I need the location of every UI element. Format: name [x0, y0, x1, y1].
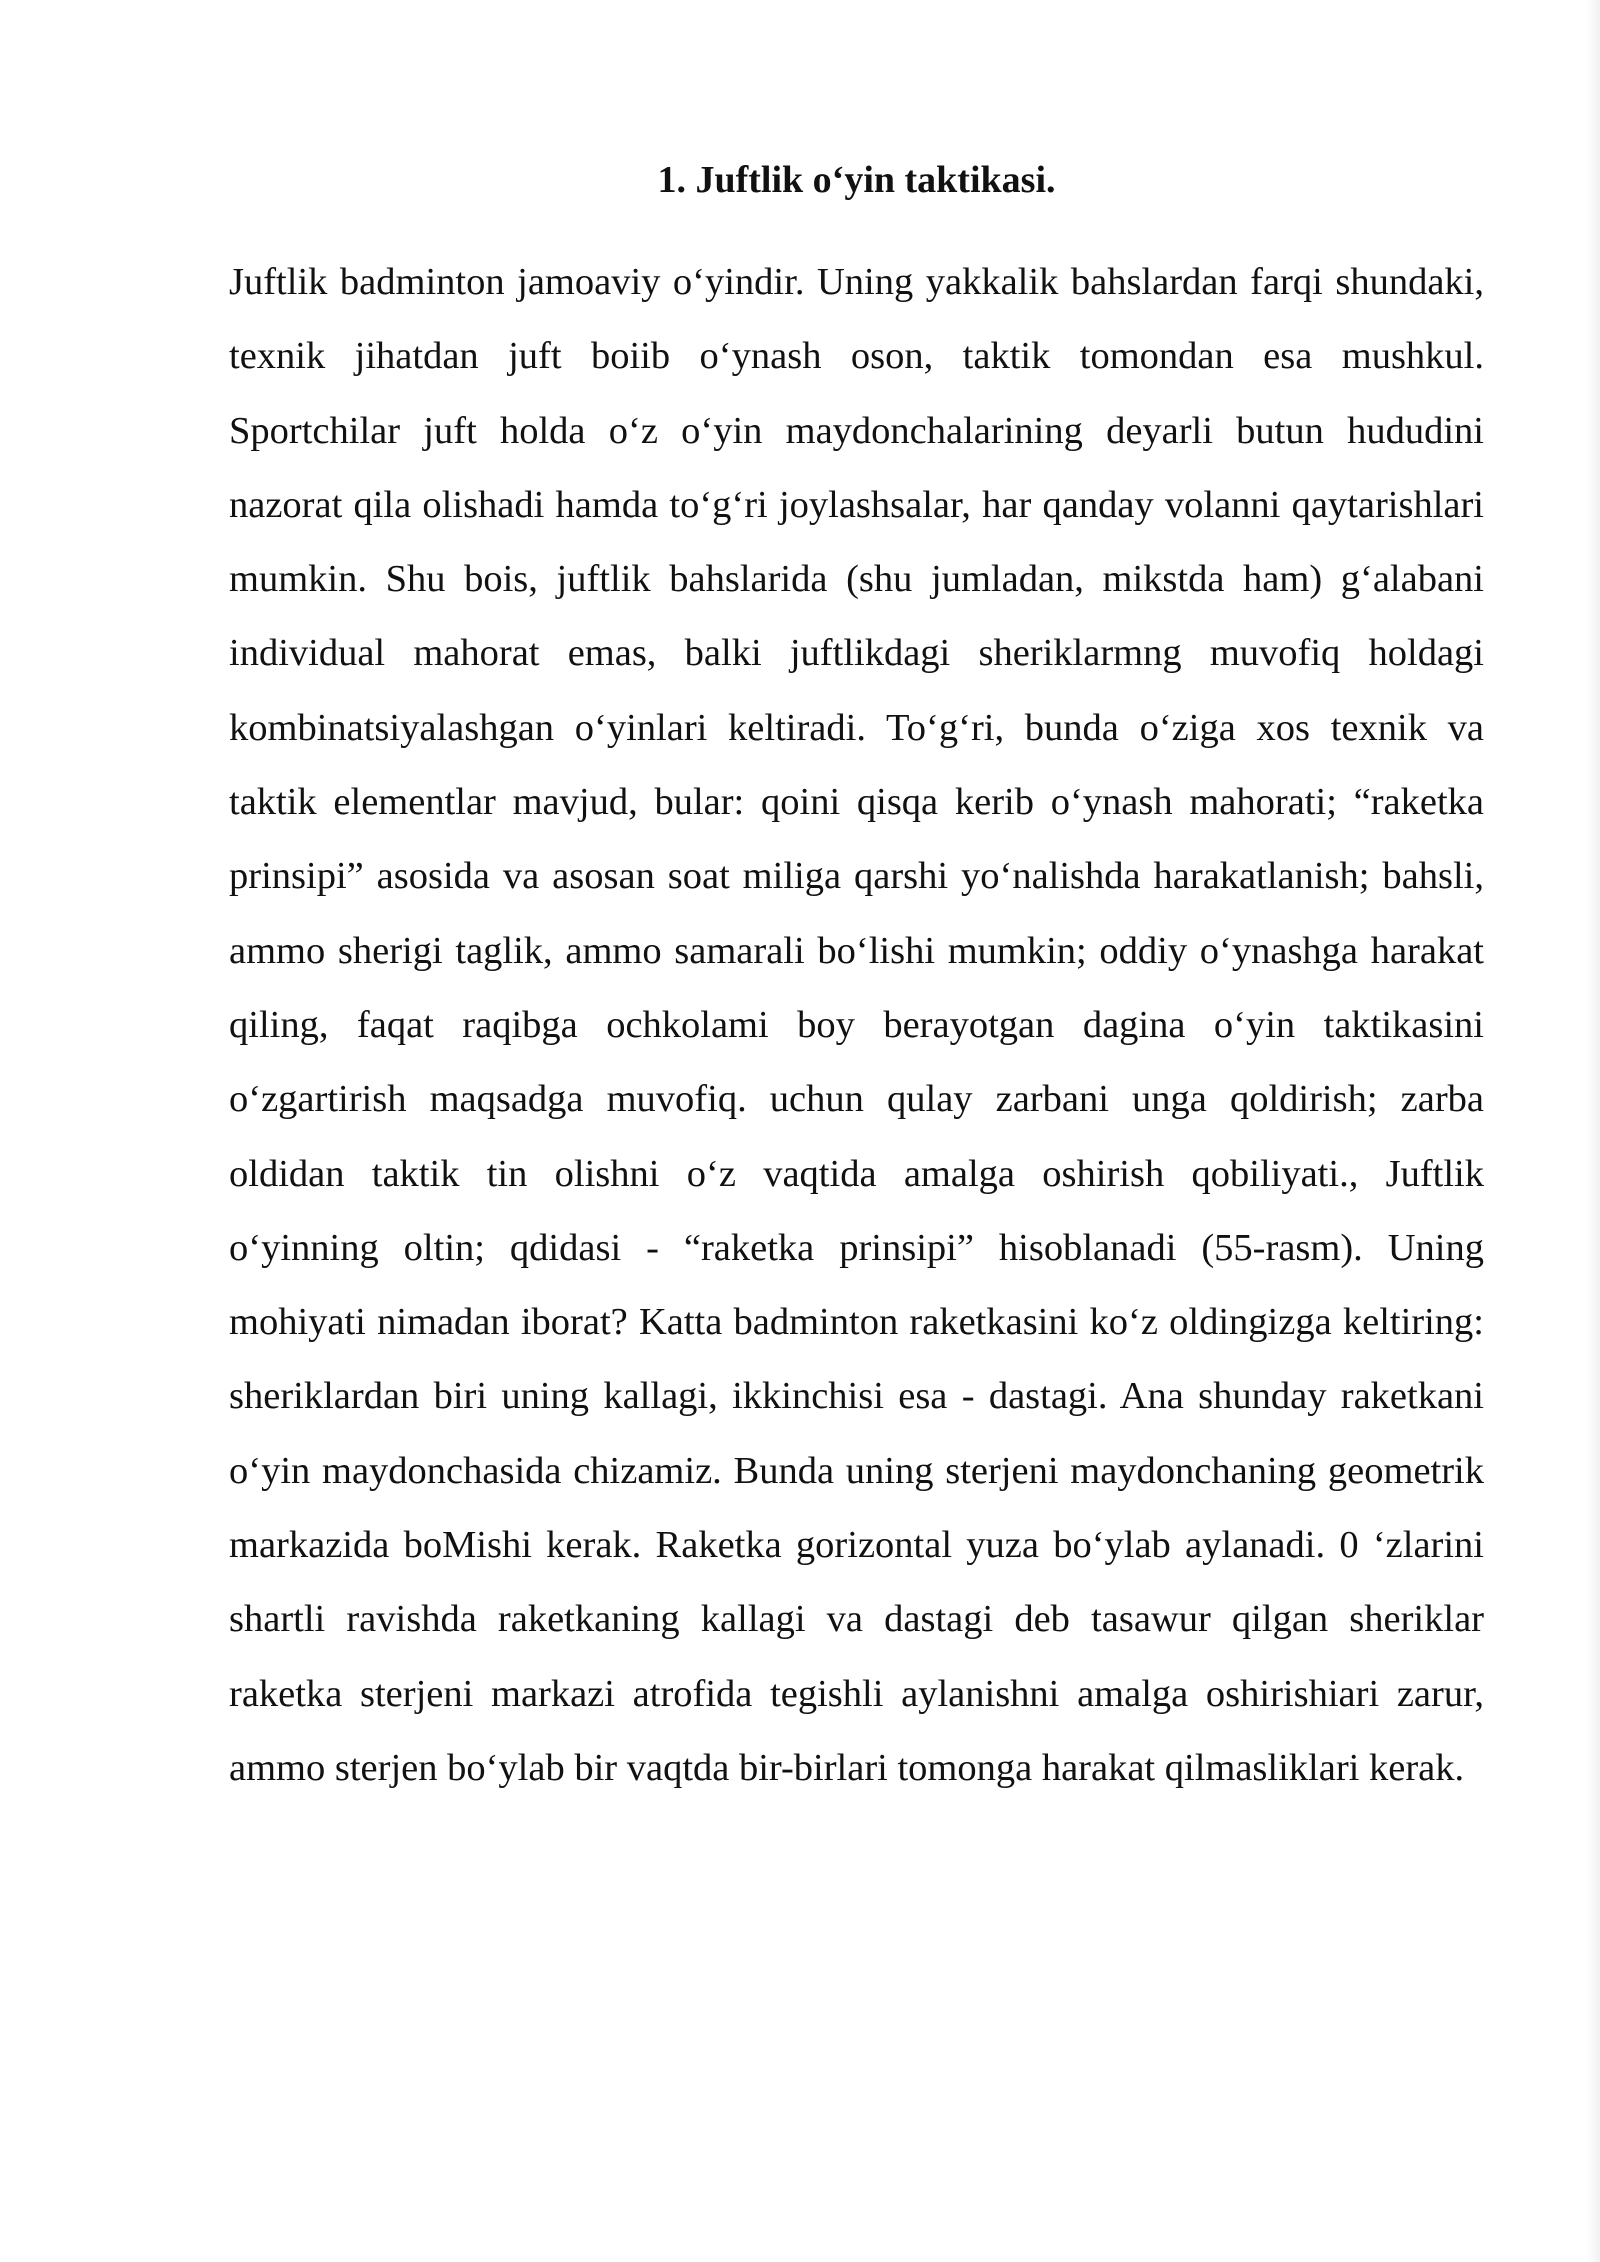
section-heading: 1. Juftlik o‘yin taktikasi. — [657, 159, 1056, 201]
page-edge-shadow — [1586, 0, 1600, 2262]
body-paragraph: Juftlik badminton jamoaviy o‘yindir. Uning yakkalik bahslardan farqi shundaki, texnik jihatdan juft boiib o‘ynash oson, taktik tomondan esa mushkul. Sportchilar juft holda o‘z o‘yin maydonchalarining deyarli butun hududini nazorat qila olishadi hamda to‘g‘ri joylashsalar, har qanday volanni qaytarishlari mumkin. Shu bois, juftlik bahslarida (shu jumladan, mikstda ham) g‘alabani individual mahorat emas, balki juftlikdagi sheriklarmng muvofiq holdagi kombinatsiyalashgan o‘yinlari keltiradi. To‘g‘ri, bunda o‘ziga xos texnik va taktik elementlar mavjud, bular: qoini qisqa kerib o‘ynash mahorati; “raketka prinsipi” asosida va asosan soat miliga qarshi yo‘nalishda harakatlanish; bahsli, ammo sherigi taglik, ammo samarali bo‘lishi mumkin; oddiy o‘ynashga harakat qiling, faqat raqibga ochkolami boy berayotgan dagina o‘yin taktikasini o‘zgartirish maqsadga muvofiq. uchun qulay zarbani unga qoldirish; zarba oldidan taktik tin olishni o‘z vaqtida amalga oshirish qobiliyati., Juftlik o‘yinning oltin; qdidasi - “raketka prinsipi” hisoblanadi (55-rasm). Uning mohiyati nimadan iborat? Katta badminton raketkasini ko‘z oldingizga keltiring: sheriklardan biri uning kallagi, ikkinchisi esa - dastagi. Ana shunday raketkani o‘yin maydonchasida chizamiz. Bunda uning sterjeni maydonchaning geometrik markazida boMishi kerak. Raketka gorizontal yuza bo‘ylab aylanadi. 0 ‘zlarini shartli ravishda raketkaning kallagi va dastagi deb tasawur qilgan sheriklar raketka sterjeni markazi atrofida tegishli aylanishni amalga oshirishiari zarur, ammo sterjen bo‘ylab bir vaqtda bir-birlari tomonga harakat qilmasliklari kerak. — [229, 261, 1484, 1789]
